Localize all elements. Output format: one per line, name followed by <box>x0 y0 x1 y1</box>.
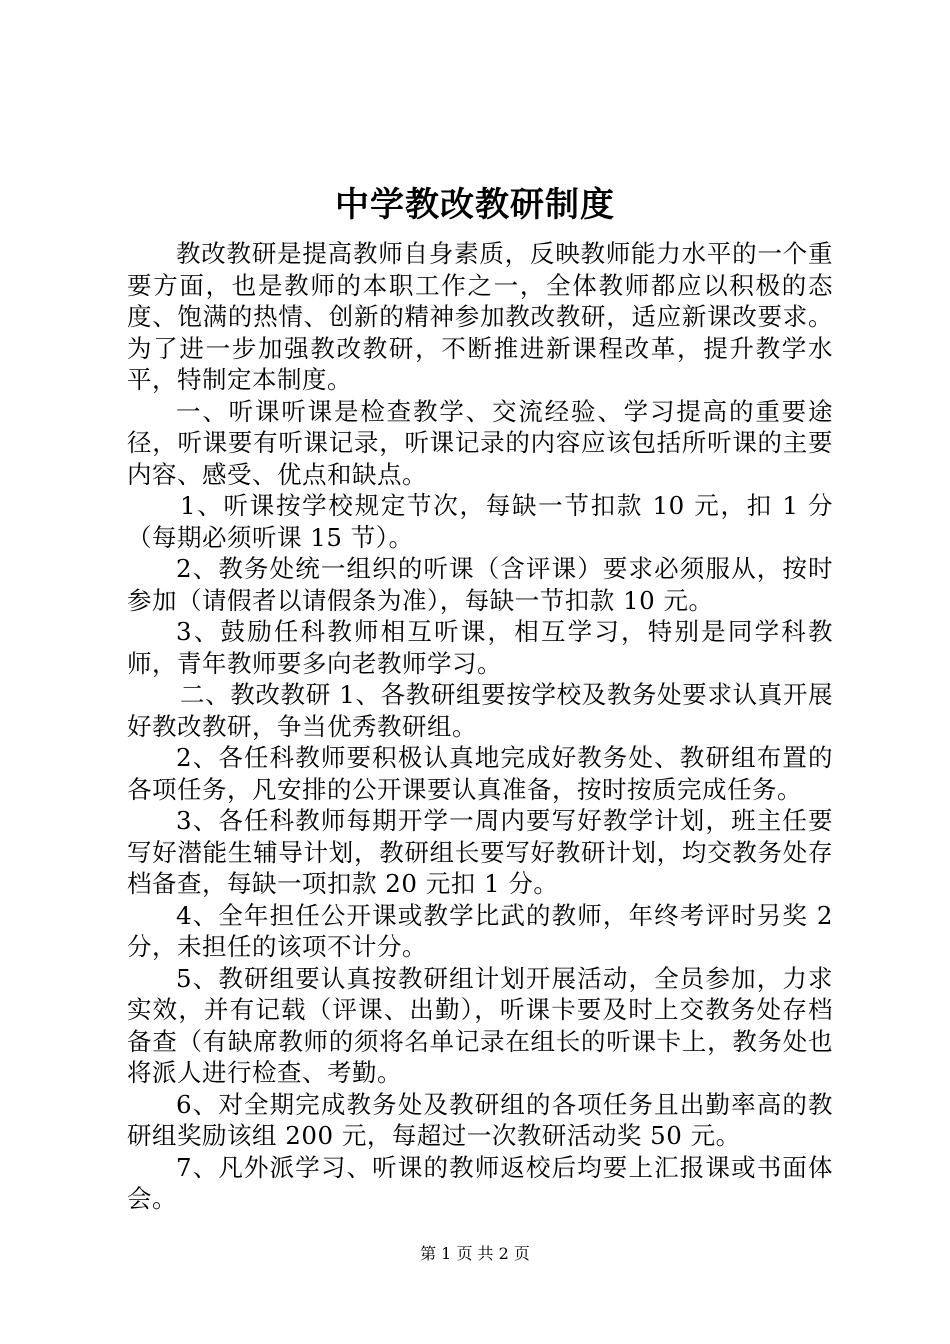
document-title: 中学教改教研制度 <box>335 185 615 225</box>
paragraph-intro: 教改教研是提高教师自身素质，反映教师能力水平的一个重要方面，也是教师的本职工作之一，全体教师都应以积极的态度、饱满的热情、创新的精神参加教改教研，适应新课改要求。为了进一步加强教改教研，不断推进新课程改革，提升教学水平，特制定本制度。 <box>127 239 833 394</box>
document-body <box>127 238 833 1215</box>
paragraph-item-2-5: 5、教研组要认真按教研组计划开展活动，全员参加，力求实效，并有记载（评课、出勤），听课卡要及时上交教务处存档备查（有缺席教师的须将名单记录在组长的听课卡上，教务处也将派人进行检查、考勤。 <box>127 963 833 1087</box>
paragraph-item-2-2: 2、各任科教师要积极认真地完成好教务处、教研组布置的各项任务，凡安排的公开课要认真准备，按时按质完成任务。 <box>127 743 833 804</box>
paragraph-item-2-6: 6、对全期完成教务处及教研组的各项任务且出勤率高的教研组奖励该组 200 元，每超过一次教研活动奖 50 元。 <box>127 1089 833 1150</box>
paragraph-section-one: 一、听课听课是检查教学、交流经验、学习提高的重要途径，听课要有听课记录，听课记录的内容应该包括所听课的主要内容、感受、优点和缺点。 <box>127 396 833 489</box>
paragraph-item-2-4: 4、全年担任公开课或教学比武的教师，年终考评时另奖 2 分，未担任的该项不计分。 <box>127 900 833 961</box>
paragraph-item-1-1: 1、听课按学校规定节次，每缺一节扣款 10 元，扣 1 分（每期必须听课 15 节）。 <box>127 491 833 552</box>
paragraph-section-two: 二、教改教研 1、各教研组要按学校及教务处要求认真开展好教改教研，争当优秀教研组。 <box>127 680 833 741</box>
paragraph-item-1-2: 2、教务处统一组织的听课（含评课）要求必须服从，按时参加（请假者以请假条为准），每缺一节扣款 10 元。 <box>127 554 833 615</box>
paragraph-item-2-7: 7、凡外派学习、听课的教师返校后均要上汇报课或书面体会。 <box>127 1152 833 1213</box>
page-footer: 第 1 页 共 2 页 <box>420 1244 530 1263</box>
paragraph-item-2-3: 3、各任科教师每期开学一周内要写好教学计划，班主任要写好潜能生辅导计划，教研组长要写好教研计划，均交教务处存档备查，每缺一项扣款 20 元扣 1 分。 <box>127 806 833 898</box>
paragraph-item-1-3: 3、鼓励任科教师相互听课，相互学习，特别是同学科教师，青年教师要多向老教师学习。 <box>127 617 833 678</box>
